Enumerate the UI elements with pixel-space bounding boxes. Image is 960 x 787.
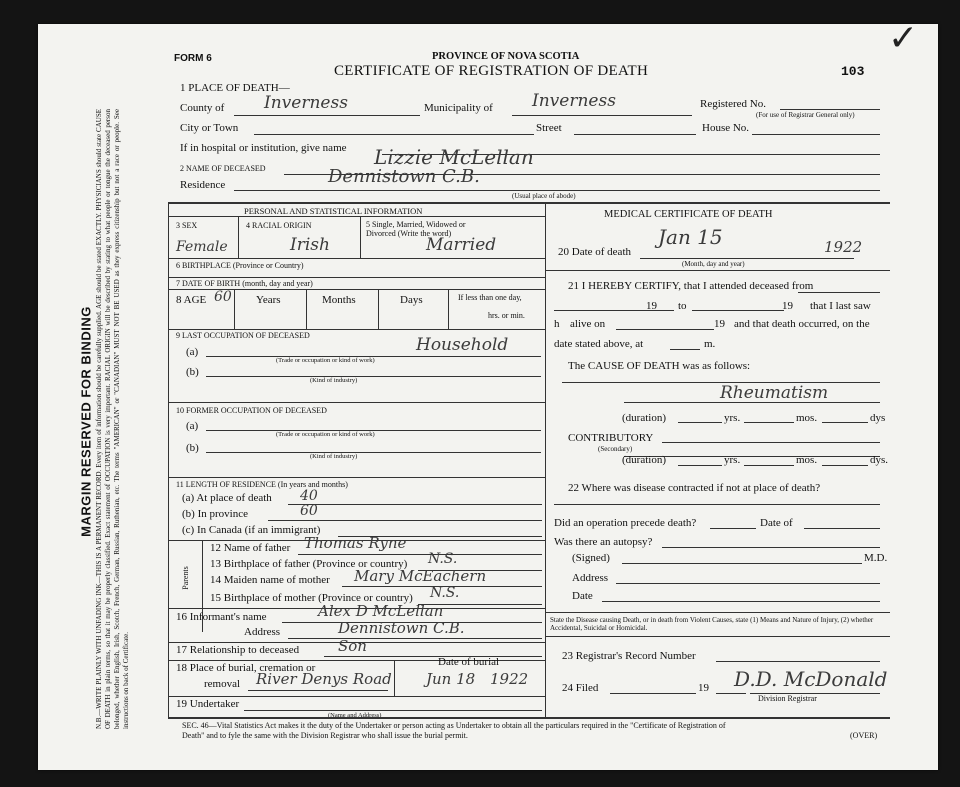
- racial-value: Irish: [290, 235, 330, 255]
- certify-19b: 19: [782, 300, 793, 312]
- burial-date-value: Jun 18: [426, 670, 476, 688]
- cause-value: Rheumatism: [720, 383, 829, 403]
- contributory-label: CONTRIBUTORY: [568, 432, 654, 444]
- certificate-title: CERTIFICATE OF REGISTRATION OF DEATH: [334, 63, 649, 79]
- death-year-value: 1922: [824, 238, 863, 256]
- burial-place-label-2: removal: [204, 678, 241, 690]
- in-province-label: (b) In province: [182, 508, 248, 520]
- last-occ-a: (a): [186, 346, 199, 358]
- sex-label: 3 SEX: [176, 221, 198, 230]
- residence-length-label: 11 LENGTH OF RESIDENCE (In years and months): [176, 480, 348, 489]
- province-title: PROVINCE OF NOVA SCOTIA: [432, 51, 580, 62]
- father-label: 12 Name of father: [210, 542, 291, 554]
- dob-label: 7 DATE OF BIRTH (month, day and year): [176, 279, 313, 288]
- signed-label: (Signed): [572, 552, 610, 564]
- age-label: 8 AGE: [176, 294, 207, 306]
- house-label: House No.: [702, 122, 750, 134]
- street-label: Street: [536, 122, 562, 134]
- stamp-number: 103: [841, 64, 865, 79]
- form-number: FORM 6: [174, 53, 212, 64]
- relationship-value: Son: [338, 637, 367, 655]
- certify-m: m.: [704, 338, 716, 350]
- mother-label: 14 Maiden name of mother: [210, 574, 330, 586]
- informant-value: Alex D McLellan: [318, 602, 444, 620]
- contrib-mos: mos.: [796, 454, 818, 466]
- relationship-label: 17 Relationship to deceased: [176, 644, 300, 656]
- certify-text: 21 I HEREBY CERTIFY, that I attended deceased from: [568, 280, 814, 292]
- medical-heading: MEDICAL CERTIFICATE OF DEATH: [604, 209, 773, 220]
- at-place-value: 40: [300, 488, 318, 504]
- burial-date-label: Date of burial: [438, 656, 500, 668]
- informant-address-value: Dennistown C.B.: [338, 619, 465, 637]
- margin-binding: [79, 82, 94, 762]
- sec46-line1: SEC. 46—Vital Statistics Act makes it the duty of the Undertaker or person acting as Undertaker to obtain all the particulars required in the "Certificate of Registration of: [182, 721, 726, 730]
- residence-value: Dennistown C.B.: [328, 166, 480, 187]
- certify-19a: 19: [646, 300, 657, 312]
- cause-duration: (duration): [622, 412, 666, 424]
- last-occ-label: 9 LAST OCCUPATION OF DECEASED: [176, 331, 310, 340]
- former-occ-a: (a): [186, 420, 199, 432]
- registered-label: Registered No.: [700, 98, 766, 110]
- sec46-line2: Death" and to fyle the same with the Division Registrar who shall issue the burial permit.: [182, 731, 468, 740]
- marital-label-2: Divorced (Write the word): [366, 229, 452, 238]
- contrib-duration: (duration): [622, 454, 666, 466]
- autopsy-label: Was there an autopsy?: [554, 536, 653, 548]
- contrib-dys: dys.: [870, 454, 889, 466]
- former-occ-label: 10 FORMER OCCUPATION OF DECEASED: [176, 406, 327, 415]
- undertaker-note: (Name and Address): [328, 712, 382, 719]
- certify-19c: 19: [714, 318, 725, 330]
- violent-note: State the Disease causing Death, or in death from Violent Causes, state (1) Means and Nature of Injury, (2) whether Accidental, Suicidal or Homicidal.: [550, 616, 874, 632]
- death-date-label: 20 Date of death: [558, 246, 631, 258]
- less-than-day: If less than one day,: [458, 293, 522, 302]
- father-bp-label: 13 Birthplace of father (Province or country): [210, 558, 408, 570]
- mother-bp-label: 15 Birthplace of mother (Province or country): [210, 592, 413, 604]
- cause-mos: mos.: [796, 412, 818, 424]
- burial-place-label-1: 18 Place of burial, cremation or: [176, 662, 316, 674]
- former-occ-b: (b): [186, 442, 199, 454]
- operation-date: Date of: [760, 517, 793, 529]
- certify-alive: alive on: [570, 318, 606, 330]
- mother-bp-value: N.S.: [430, 585, 460, 601]
- municipality-value: Inverness: [532, 91, 616, 111]
- margin-instructions: N.B.—WRITE PLAINLY WITH UNFADING INK—THIS IS A PERMANENT RECORD. Every item of information should be carefully supplied. AGE should be stated EXACTLY. PHYSICIANS should state CAUSE OF DEATH in plain terms, so that it may be properly classified. Exact statement of OCCUPATION is very important. RACIAL ORIGIN will be described by stating to what people or tongue the deceased person belonged, whether English, Irish, Scotch, French, German, Russian, Ruthenian, etc. The terms "AMERICAN" or "CANADIAN" MUST NOT BE USED as they express citizenship but not a race or people. See instructions on back of Certificate.: [95, 109, 130, 729]
- burial-place-value: River Denys Road: [256, 670, 392, 688]
- place-heading: 1 PLACE OF DEATH—: [180, 82, 290, 94]
- residence-note: (Usual place of abode): [512, 192, 576, 200]
- father-value: Thomas Ryne: [304, 534, 407, 552]
- hrs-min: hrs. or min.: [488, 311, 525, 320]
- industry-note: (Kind of industry): [310, 377, 358, 384]
- filed-label: 24 Filed: [562, 682, 599, 694]
- mother-value: Mary McEachern: [354, 567, 487, 585]
- operation-label: Did an operation precede death?: [554, 517, 697, 529]
- certify-to: to: [678, 300, 687, 312]
- former-industry-note: (Kind of industry): [310, 453, 358, 460]
- in-canada-label: (c) In Canada (if an immigrant): [182, 524, 321, 536]
- cause-yrs: yrs.: [724, 412, 741, 424]
- father-bp-value: N.S.: [428, 551, 458, 567]
- md-label: M.D.: [864, 552, 888, 564]
- trade-note: (Trade or occupation or kind of work): [276, 357, 375, 364]
- certify-last-saw: that I last saw: [810, 300, 871, 312]
- sex-value: Female: [176, 239, 228, 255]
- registered-note: (For use of Registrar General only): [756, 111, 855, 119]
- certify-stated: date stated above, at: [554, 338, 644, 350]
- address-label: Address: [572, 572, 609, 584]
- date-label: Date: [572, 590, 593, 602]
- marital-label-1: 5 Single, Married, Widowed or: [366, 220, 466, 229]
- death-date-note: (Month, day and year): [682, 260, 745, 268]
- residence-label: Residence: [180, 179, 226, 191]
- cause-dys: dys: [870, 412, 886, 424]
- age-value: 60: [214, 289, 232, 305]
- informant-label: 16 Informant's name: [176, 611, 267, 623]
- parents-label: Parents: [181, 566, 190, 590]
- last-occ-value: Household: [416, 335, 509, 355]
- record-label: 23 Registrar's Record Number: [562, 650, 696, 662]
- death-date-value: Jan 15: [658, 225, 723, 249]
- municipality-label: Municipality of: [424, 102, 493, 114]
- birthplace-label: 6 BIRTHPLACE (Province or Country): [176, 261, 304, 270]
- certify-occurred: and that death occurred, on the: [734, 318, 870, 330]
- at-place-label: (a) At place of death: [182, 492, 272, 504]
- in-province-value: 60: [300, 503, 318, 519]
- check-mark: ✓: [888, 18, 919, 58]
- death-certificate: [38, 18, 938, 770]
- last-occ-b: (b): [186, 366, 199, 378]
- months-label: Months: [322, 294, 356, 306]
- registrar-label: Division Registrar: [758, 694, 817, 703]
- days-label: Days: [400, 294, 423, 306]
- binding-label: MARGIN RESERVED FOR BINDING: [78, 306, 94, 537]
- personal-heading: PERSONAL AND STATISTICAL INFORMATION: [244, 206, 423, 216]
- name-label: 2 NAME OF DECEASED: [180, 164, 266, 173]
- informant-address-label: Address: [244, 626, 281, 638]
- registrar-signature: D.D. McDonald: [734, 667, 888, 691]
- county-value: Inverness: [264, 93, 348, 113]
- cause-label: The CAUSE OF DEATH was as follows:: [568, 360, 751, 372]
- city-label: City or Town: [180, 122, 239, 134]
- deceased-name: Lizzie McLellan: [374, 145, 534, 169]
- marital-value: Married: [426, 235, 497, 255]
- certify-h: h: [554, 318, 560, 330]
- filed-19: 19: [698, 682, 709, 694]
- q22-label: 22 Where was disease contracted if not at place of death?: [568, 482, 821, 494]
- years-label: Years: [256, 294, 281, 306]
- racial-label: 4 RACIAL ORIGIN: [246, 221, 312, 230]
- undertaker-label: 19 Undertaker: [176, 698, 240, 710]
- county-label: County of: [180, 102, 225, 114]
- former-trade-note: (Trade or occupation or kind of work): [276, 431, 375, 438]
- contrib-yrs: yrs.: [724, 454, 741, 466]
- over-label: (OVER): [850, 731, 878, 740]
- burial-year: 1922: [490, 670, 529, 688]
- secondary-note: (Secondary): [598, 445, 633, 453]
- hospital-label: If in hospital or institution, give name: [180, 142, 347, 154]
